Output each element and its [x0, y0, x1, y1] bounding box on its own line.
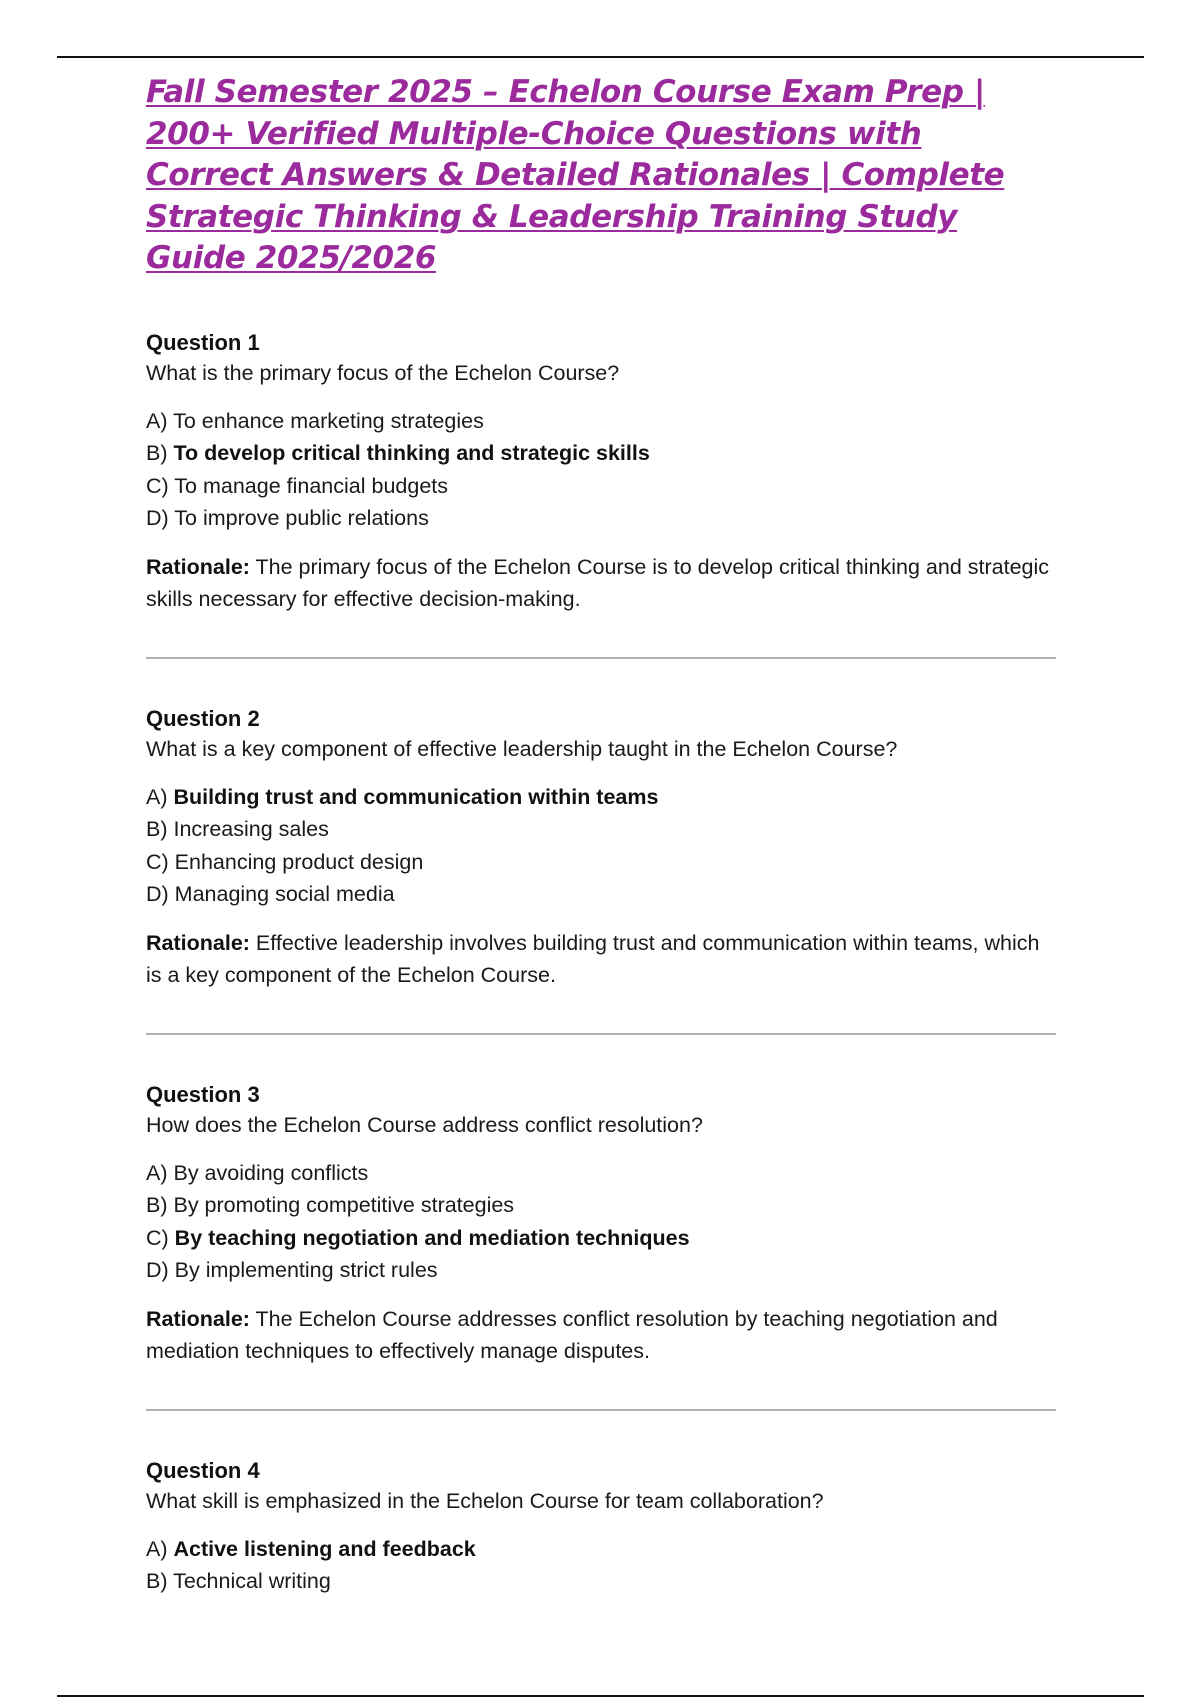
question-4 [146, 1456, 1056, 1598]
option-text: To manage financial budgets [174, 473, 448, 498]
option-text: Technical writing [173, 1569, 331, 1593]
option-letter: B) [146, 1193, 168, 1217]
question-1 [146, 328, 1056, 659]
option-text: Increasing sales [173, 817, 329, 841]
rationale-label: Rationale: [146, 930, 250, 955]
option-text: By implementing strict rules [174, 1258, 438, 1282]
top-rule [57, 56, 1144, 58]
option-letter: B) [146, 441, 168, 465]
rationale-text: The primary focus of the Echelon Course is to develop critical thinking and strategic skills necessary for effective decision-making. [146, 554, 1050, 611]
question-text: What is the primary focus of the Echelon Course? [146, 360, 620, 385]
option-text: Enhancing product design [174, 849, 424, 874]
option-letter: A) [146, 1536, 168, 1561]
rationale-label: Rationale: [146, 554, 250, 579]
option-c [146, 846, 1056, 879]
option-d [146, 878, 1056, 911]
option-b-correct [146, 437, 1056, 470]
rationale [146, 927, 1056, 991]
option-letter: C) [146, 1225, 169, 1250]
rationale [146, 1303, 1056, 1367]
option-text: To develop critical thinking and strategic skills [173, 441, 650, 465]
option-d [146, 1254, 1056, 1287]
option-c-correct [146, 1222, 1056, 1255]
rationale [146, 551, 1056, 615]
section-divider [146, 1033, 1056, 1035]
option-text: By avoiding conflicts [173, 1160, 369, 1185]
option-text: Active listening and feedback [173, 1536, 476, 1561]
option-letter: D) [146, 882, 169, 906]
option-letter: A) [146, 1160, 168, 1185]
option-b [146, 1565, 1056, 1598]
option-letter: C) [146, 473, 169, 498]
rationale-label: Rationale: [146, 1306, 250, 1331]
option-letter: D) [146, 1258, 169, 1282]
option-text: To improve public relations [174, 506, 429, 530]
question-label: Question 3 [146, 1081, 260, 1107]
bottom-rule [57, 1695, 1144, 1697]
question-3 [146, 1080, 1056, 1411]
option-text: Managing social media [174, 882, 395, 906]
option-a [146, 405, 1056, 438]
question-text: What is a key component of effective leadership taught in the Echelon Course? [146, 736, 898, 761]
question-2 [146, 704, 1056, 1035]
rationale-text: Effective leadership involves building trust and communication within teams, which is a key component of the Echelon Course. [146, 930, 1040, 987]
option-b [146, 813, 1056, 846]
option-letter: A) [146, 784, 168, 809]
option-text: By teaching negotiation and mediation techniques [174, 1225, 690, 1250]
options-list [146, 405, 1056, 535]
section-divider [146, 1409, 1056, 1411]
option-text: Building trust and communication within teams [173, 784, 659, 809]
option-text: By promoting competitive strategies [173, 1193, 515, 1217]
rationale-text: The Echelon Course addresses conflict resolution by teaching negotiation and mediation techniques to effectively manage disputes. [146, 1306, 998, 1363]
option-letter: C) [146, 849, 169, 874]
question-label: Question 1 [146, 329, 260, 355]
option-letter: D) [146, 506, 169, 530]
option-b [146, 1189, 1056, 1222]
options-list [146, 781, 1056, 911]
document-body [146, 72, 1056, 1614]
option-a-correct [146, 1533, 1056, 1566]
option-a-correct [146, 781, 1056, 814]
question-text: How does the Echelon Course address conflict resolution? [146, 1112, 703, 1137]
question-label: Question 4 [146, 1457, 260, 1483]
option-letter: B) [146, 817, 168, 841]
question-label: Question 2 [146, 705, 260, 731]
option-a [146, 1157, 1056, 1190]
option-d [146, 502, 1056, 535]
option-c [146, 470, 1056, 503]
options-list [146, 1157, 1056, 1287]
document-title: Fall Semester 2025 – Echelon Course Exam Prep | 200+ Verified Multiple-Choice Questions with Correct Answers & Detailed Rationales | Complete Strategic Thinking & Leadership Training Study Guide 2025/2026 [146, 74, 1005, 276]
question-text: What skill is emphasized in the Echelon Course for team collaboration? [146, 1488, 824, 1513]
options-list [146, 1533, 1056, 1598]
option-letter: A) [146, 408, 168, 433]
option-letter: B) [146, 1569, 168, 1593]
option-text: To enhance marketing strategies [173, 408, 484, 433]
section-divider [146, 657, 1056, 659]
